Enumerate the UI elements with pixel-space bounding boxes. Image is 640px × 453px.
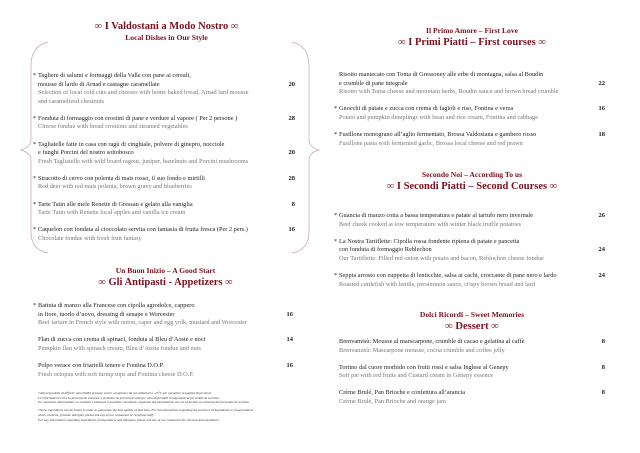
dish-description-english: Crème Brulé, Pan Brioche and orange jam bbox=[339, 397, 446, 405]
dish-name-italian: Brenvamisù: Mousse al marscarpone, crumble di cacao e gelatina al caffè bbox=[339, 338, 525, 345]
footnote-english bbox=[38, 408, 323, 422]
dish-price: 28 bbox=[288, 114, 295, 122]
section-antipasti bbox=[33, 266, 293, 388]
menu-item bbox=[38, 362, 293, 379]
menu-item bbox=[33, 174, 295, 192]
menu-item bbox=[33, 72, 295, 106]
section-subtitle: Un Buon Inizio – A Good Start bbox=[115, 266, 216, 275]
dish-name-italian: Seppia arrosto con zuppetta di lenticchie, salsa ai cachi, croccante di pane nero e lardo bbox=[339, 271, 557, 279]
dish-price: 8 bbox=[601, 338, 605, 345]
asterisk-marker: * bbox=[334, 271, 338, 279]
section-subtitle: Dolci Ricordi – Sweet Memories bbox=[419, 310, 525, 319]
asterisk-marker: * bbox=[334, 105, 338, 113]
dish-description-english: Tarte Tatin with Renette local apples and vanilla ice cream bbox=[38, 209, 186, 217]
dish-description-english: and caramelized chestnuts bbox=[38, 97, 105, 105]
section-subtitle: Il Primo Amore – First Love bbox=[425, 26, 519, 35]
asterisk-marker: * bbox=[33, 114, 37, 122]
dish-price: 22 bbox=[598, 79, 605, 87]
asterisk-marker: * bbox=[33, 72, 37, 79]
dish-description-english: Selection of local cold cuts and cheeses with home baked bread, Arnad lard mousse bbox=[38, 89, 249, 97]
dish-description-english: Potato and pumpkin dumplings with bean and rice cream, Fontina and cabbage bbox=[339, 113, 539, 121]
asterisk-marker: * bbox=[33, 226, 37, 234]
menu-item bbox=[33, 140, 295, 167]
dish-price: 24 bbox=[598, 246, 605, 254]
dish-description-english: Chocolate fondue with fresh fruit fantasy bbox=[38, 234, 142, 242]
footnote-line: Per qualsiasi informazione su sostanze e allergeni è possibile consultare l’apposita documentazione che verrà fornita su richiesta del personale di servizio. bbox=[38, 400, 250, 405]
section-title: ∞ Gli Antipasti - Appetizers ∞ bbox=[98, 277, 233, 288]
dish-price: 8 bbox=[291, 200, 295, 208]
dish-price: 16 bbox=[286, 310, 293, 318]
menu-item bbox=[339, 71, 605, 97]
asterisk-marker: * bbox=[334, 212, 338, 219]
footnotes bbox=[38, 391, 323, 425]
asterisk-marker: * bbox=[33, 140, 37, 148]
asterisk-marker: * bbox=[33, 302, 37, 309]
dish-price: 28 bbox=[288, 174, 295, 182]
menu-item bbox=[339, 364, 605, 381]
dish-name-italian: Tortino dal cuore morbido con frutti rossi e salsa Inglese al Genepy bbox=[339, 363, 509, 371]
dish-name-italian: Fonduta di formaggio con crostini di pane e verdure al vapore ( Per 2 persone ) bbox=[38, 114, 238, 122]
section-primi bbox=[334, 26, 605, 157]
dish-price: 20 bbox=[288, 80, 295, 88]
footnote-line: *Alcuni prodotti di difficile reperibilità possono essere congelati e da noi abbattuti a -25°C per garantire la qualità degli stessi. bbox=[38, 391, 212, 395]
dish-description-english: Roasted cuttlefish with lentils, persimmon sauce, crispy brown bread and lard bbox=[339, 280, 535, 288]
dish-price: 8 bbox=[601, 363, 605, 371]
dish-name-italian: La Nostra Tartiflette: Cipolla rossa fondente ripiena di patate e pancetta bbox=[339, 237, 520, 245]
section-secondi bbox=[334, 170, 605, 298]
asterisk-marker: * bbox=[334, 130, 338, 138]
dish-description-english: Fresh octopus with soft turnip tops and Fontina cheese D.O.P. bbox=[38, 370, 194, 378]
footnote-line: Le informazioni circa la presenza di sostanze o prodotti che provocano allergie sono disponibili rivolgendosi al personale di servizio. bbox=[38, 395, 220, 400]
dish-price: 16 bbox=[288, 226, 295, 234]
dish-description-english: Fresh Tagliatelle with wild board ragout, juniper, hazelnuts and Porcini mushrooms bbox=[38, 157, 249, 165]
dish-description-english: Red deer with red mais polenta, brown gravy and blueberries bbox=[38, 183, 192, 191]
dish-name-italian: e crumble di pane integrale bbox=[339, 79, 408, 87]
asterisk-marker: * bbox=[334, 237, 338, 245]
dish-name-italian: Crème Brulé, Pan Brioche e confettura all’arancia bbox=[339, 389, 466, 397]
dish-price: 16 bbox=[598, 105, 605, 113]
dish-name-italian: Risotto mantecato con Toma di Gressoney alle erbe di montagna, salsa al Boudin bbox=[339, 71, 544, 78]
footnote-line: *Some ingredients can be frozen in order to guarantee the best quality of that item. For the information regarding the presence of ingredients or food products, bbox=[38, 408, 254, 413]
dish-name-italian: Battuta di manzo alla Francese con cipolla agrodolce, cappero bbox=[38, 302, 195, 309]
asterisk-marker: * bbox=[33, 174, 37, 182]
footnote-italian bbox=[38, 391, 323, 405]
menu-item bbox=[334, 105, 605, 122]
menu-item bbox=[334, 130, 605, 148]
dish-name-italian: Tarte Tatin alle mele Renette di Gressan e gelato alla vaniglia bbox=[38, 200, 193, 208]
dish-name-italian: Fusillone monograno all’aglio fermentato, Brossa Valdostana e gambero rosso bbox=[339, 130, 537, 138]
menu-item bbox=[33, 302, 293, 328]
dish-price: 20 bbox=[288, 149, 295, 157]
section-title: ∞ I Secondi Piatti – Second Courses ∞ bbox=[386, 181, 558, 192]
dish-name-italian: mousse di lardo di Arnad e castagne caramellate bbox=[38, 80, 160, 88]
dish-price: 8 bbox=[601, 389, 605, 397]
dish-name-italian: Tagliatelle fatte in casa con ragù di cinghiale, polvere di ginepro, nocciole bbox=[38, 140, 225, 148]
menu-item bbox=[38, 336, 293, 353]
menu-item bbox=[33, 200, 295, 218]
dish-price: 14 bbox=[286, 336, 293, 344]
dish-name-italian: Guancia di manzo cotta a bassa temperatura e patate al tartufo nero invernale bbox=[339, 212, 534, 219]
dish-price: 18 bbox=[598, 130, 605, 138]
section-local bbox=[33, 20, 295, 252]
footnote-line: which could be, provoke allergies, please ask any of our restaurant or reception staff. bbox=[38, 412, 154, 417]
dish-price: 26 bbox=[598, 212, 605, 219]
dish-name-italian: Caquelon con fondata al cioccolato servita con fantasia di frutta fresca (Per 2 pers.) bbox=[38, 226, 248, 234]
section-subtitle: Local Dishes in Our Style bbox=[125, 33, 208, 42]
dish-description-english: Risotto with Toma cheese and mountain herbs, Boudin sauce and brown bread crumble bbox=[339, 88, 559, 96]
menu-item bbox=[33, 114, 295, 132]
dish-description-english: Beef tartare in French style with onion, caper and egg yolk, mustard and Worcester bbox=[38, 319, 248, 327]
footnote-line: For any information regarding ingredients, food products and allergens, please ask any of our restaurant the relevant documentation. bbox=[38, 417, 220, 422]
dish-description-english: Cheese fondue with bread croutons and steamed vegetables bbox=[38, 123, 188, 131]
section-dessert bbox=[339, 310, 605, 415]
section-title: ∞ I Primi Piatti – First courses ∞ bbox=[398, 37, 546, 48]
asterisk-marker: * bbox=[33, 200, 37, 208]
dish-name-italian: e funghi Porcini del nostro sottobosco bbox=[38, 149, 134, 157]
dish-name-italian: con fonduta di formaggio Reblechon bbox=[339, 246, 432, 254]
dish-description-english: Soft pie with red fruits and Custard cream in Genepy essence bbox=[339, 372, 494, 380]
dish-name-italian: Polpo verace con friarielli tenere e Fontina D.O.P. bbox=[38, 361, 164, 369]
menu-item bbox=[33, 226, 295, 243]
dish-name-italian: Gnocchi di patate e zucca con crema di fagioli e riso, Fontina e verza bbox=[339, 105, 514, 113]
dish-description-english: Beef cheek cooked at low temperature with winter black truffle potatoes bbox=[339, 220, 522, 228]
dish-name-italian: Flan di zucca con crema di spinaci, fonduta al Bleu d’Aoste e noci bbox=[38, 336, 206, 344]
menu-item bbox=[334, 212, 605, 229]
section-title: ∞ I Valdostani a Modo Nostro ∞ bbox=[94, 21, 239, 32]
dish-price: 24 bbox=[598, 271, 605, 279]
menu-item bbox=[339, 338, 605, 355]
dish-description-english: Pumpkin flan with spinach cream, Bleu d’Aoste fondue and nuts bbox=[38, 344, 201, 352]
dish-description-english: Our Tartiflette: Filled red onion with potato and bacon, Reblochon cheese fondue bbox=[339, 254, 544, 262]
dish-description-english: Fusillone pasta with fermented garlic, Brossa local cheese and red prawn bbox=[339, 139, 523, 147]
dish-price: 16 bbox=[286, 361, 293, 369]
menu-item bbox=[334, 271, 605, 289]
section-subtitle: Secondo Noi – According To us bbox=[421, 170, 523, 179]
dish-name-italian: Tagliere di salumi e formaggi della Valle con pane ai cereali, bbox=[38, 72, 191, 79]
section-title: ∞ Dessert ∞ bbox=[445, 321, 499, 332]
dish-name-italian: Stracotto di cervo con polenta di mais rosso, il suo fondo e mirtilli bbox=[38, 174, 206, 182]
menu-item bbox=[334, 237, 605, 264]
dish-description-english: Brenvamisù: Mascarpone mousse, cocoa crumble and coffee jelly bbox=[339, 346, 505, 354]
menu-item bbox=[339, 389, 605, 406]
dish-name-italian: in fiore, tuorlo d’uovo, dressing di senape e Worcester bbox=[38, 310, 175, 318]
